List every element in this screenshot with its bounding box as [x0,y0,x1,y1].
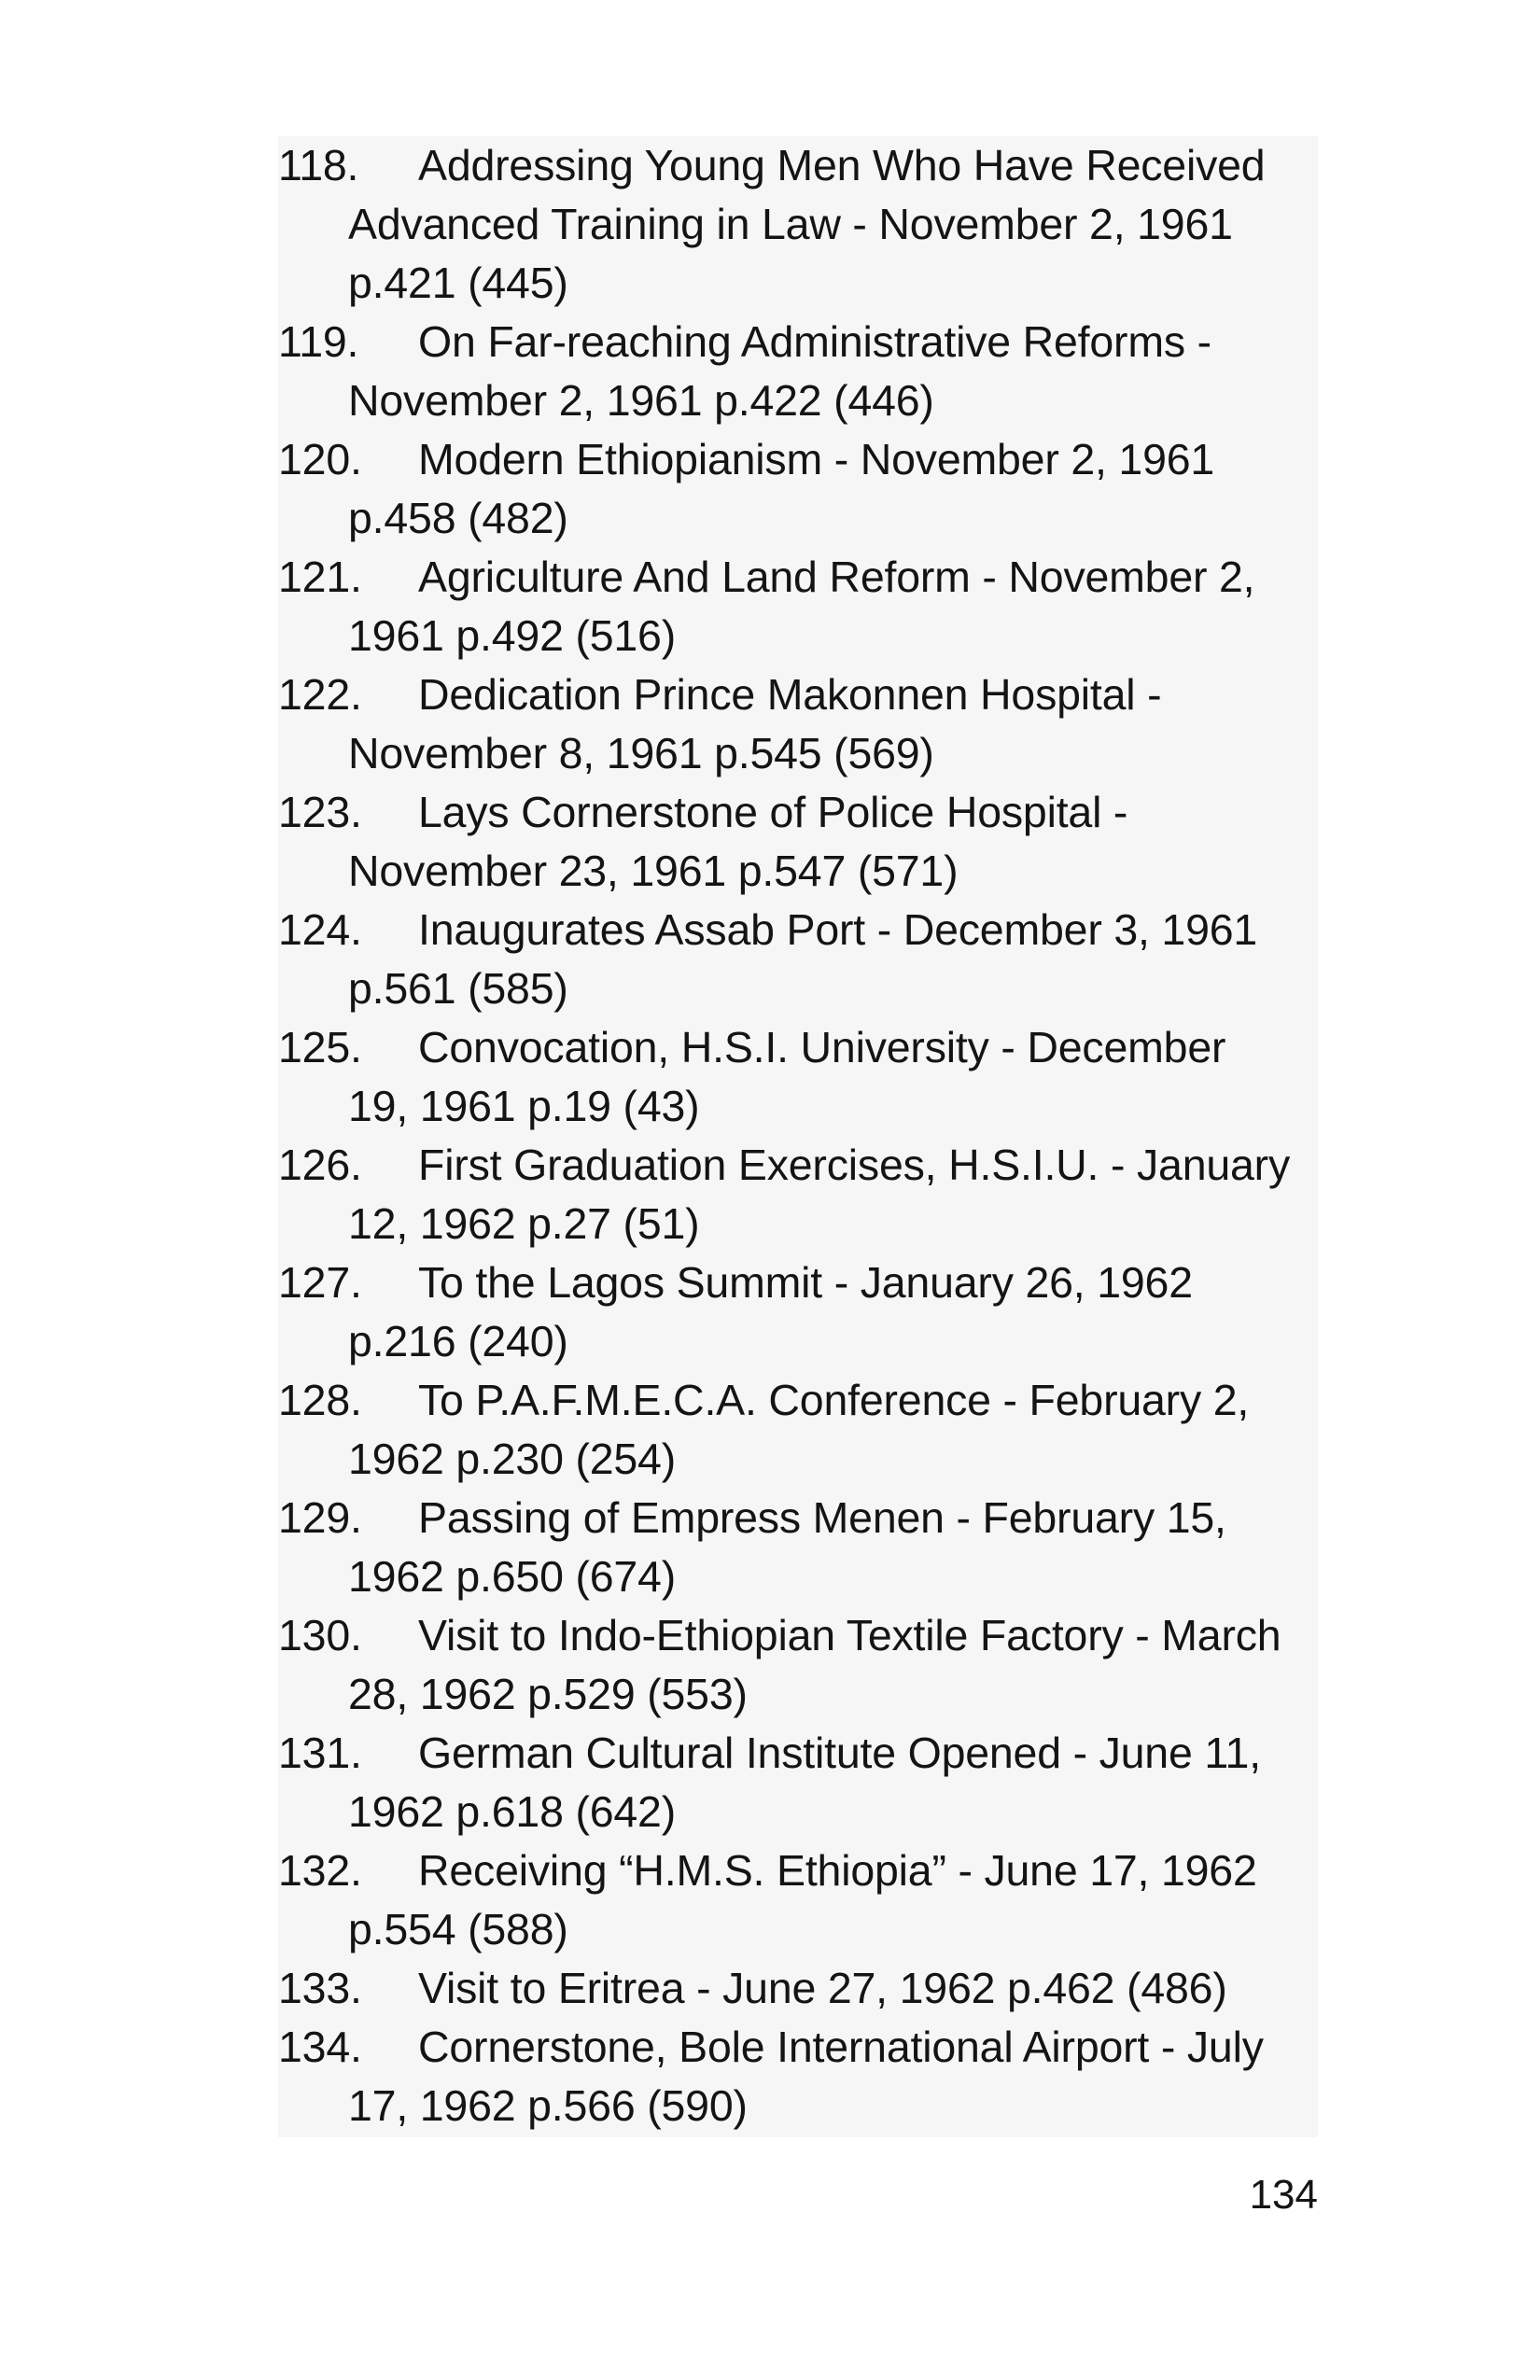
speech-list [278,136,1318,2137]
entry-number: 130. [278,1611,362,1659]
entry-number: 119. [278,317,359,366]
entry-page-ref: 12, 1962 p.27 (51) [348,1199,700,1248]
entry-title-line: Inaugurates Assab Port - December 3, 1961 [418,905,1258,954]
entry-number: 123. [278,788,362,836]
entry-title-line: Visit to Indo-Ethiopian Textile Factory - March [418,1611,1281,1659]
entry-title-line: Receiving “H.M.S. Ethiopia” - June 17, 1962 [418,1846,1257,1895]
entry-title-line: Agriculture And Land Reform - November 2, [418,553,1255,601]
entry-title-line: Convocation, H.S.I. University - December [418,1023,1226,1071]
entry-page-ref: p.216 (240) [348,1317,568,1365]
entry-title-line: Modern Ethiopianism - November 2, 1961 [418,435,1215,483]
entry-page-ref: November 8, 1961 p.545 (569) [348,729,934,777]
entry-title-line: To the Lagos Summit - January 26, 1962 [418,1258,1193,1307]
entry-number: 131. [278,1729,362,1777]
entry-title-line: Addressing Young Men Who Have Received [418,141,1266,189]
entry-number: 132. [278,1846,362,1895]
entry-title-line: Lays Cornerstone of Police Hospital - [418,788,1128,836]
list-entry-123 [278,783,1318,901]
entry-title-line: Passing of Empress Menen - February 15, [418,1493,1226,1542]
entry-number: 118. [278,141,359,189]
entry-number: 122. [278,670,362,719]
entry-title-line: German Cultural Institute Opened - June 11, [418,1729,1261,1777]
list-entry-132 [278,1841,1318,1959]
entry-page-ref: p.554 (588) [348,1905,568,1953]
entry-page-ref: 1962 p.230 (254) [348,1435,676,1483]
entry-page-ref: 17, 1962 p.566 (590) [348,2081,748,2130]
list-entry-134 [278,2018,1318,2135]
list-entry-131 [278,1724,1318,1841]
list-entry-128 [278,1371,1318,1489]
entry-title-line: Cornerstone, Bole International Airport - July [418,2023,1264,2071]
list-entry-125 [278,1018,1318,1136]
entry-page-ref: November 23, 1961 p.547 (571) [348,847,959,895]
entry-page-ref: p.458 (482) [348,494,568,542]
entry-number: 121. [278,553,362,601]
entry-page-ref: 1962 p.650 (674) [348,1552,676,1601]
entry-number: 120. [278,435,362,483]
entry-title-line: On Far-reaching Administrative Reforms - [418,317,1211,366]
entry-title-line: Visit to Eritrea - June 27, 1962 p.462 (486) [418,1964,1227,2012]
entry-number: 126. [278,1141,362,1189]
entry-number: 133. [278,1964,362,2012]
entry-number: 128. [278,1376,362,1424]
list-entry-119 [278,313,1318,430]
list-entry-120 [278,430,1318,548]
entry-title-line: To P.A.F.M.E.C.A. Conference - February 2, [418,1376,1250,1424]
entry-number: 127. [278,1258,362,1307]
page-number: 134 [1249,2172,1318,2218]
list-entry-122 [278,665,1318,783]
entry-number: 125. [278,1023,362,1071]
entry-number: 124. [278,905,362,954]
list-entry-118 [278,136,1318,313]
entry-page-ref: November 2, 1961 p.422 (446) [348,376,934,425]
list-entry-129 [278,1489,1318,1606]
entry-title-line: Advanced Training in Law - November 2, 1961 [348,200,1233,248]
entry-page-ref: 1962 p.618 (642) [348,1787,676,1836]
entry-page-ref: 19, 1961 p.19 (43) [348,1082,700,1130]
list-entry-124 [278,901,1318,1018]
entry-title-line: Dedication Prince Makonnen Hospital - [418,670,1162,719]
entry-title-line: First Graduation Exercises, H.S.I.U. - January [418,1141,1291,1189]
entry-page-ref: 28, 1962 p.529 (553) [348,1670,748,1718]
list-entry-126 [278,1136,1318,1253]
entry-page-ref: p.561 (585) [348,964,568,1013]
entry-number: 129. [278,1493,362,1542]
list-entry-133 [278,1959,1318,2018]
list-entry-121 [278,548,1318,665]
list-entry-127 [278,1253,1318,1371]
list-entry-130 [278,1606,1318,1724]
entry-page-ref: 1961 p.492 (516) [348,611,676,660]
entry-page-ref: p.421 (445) [348,259,568,307]
entry-number: 134. [278,2023,362,2071]
